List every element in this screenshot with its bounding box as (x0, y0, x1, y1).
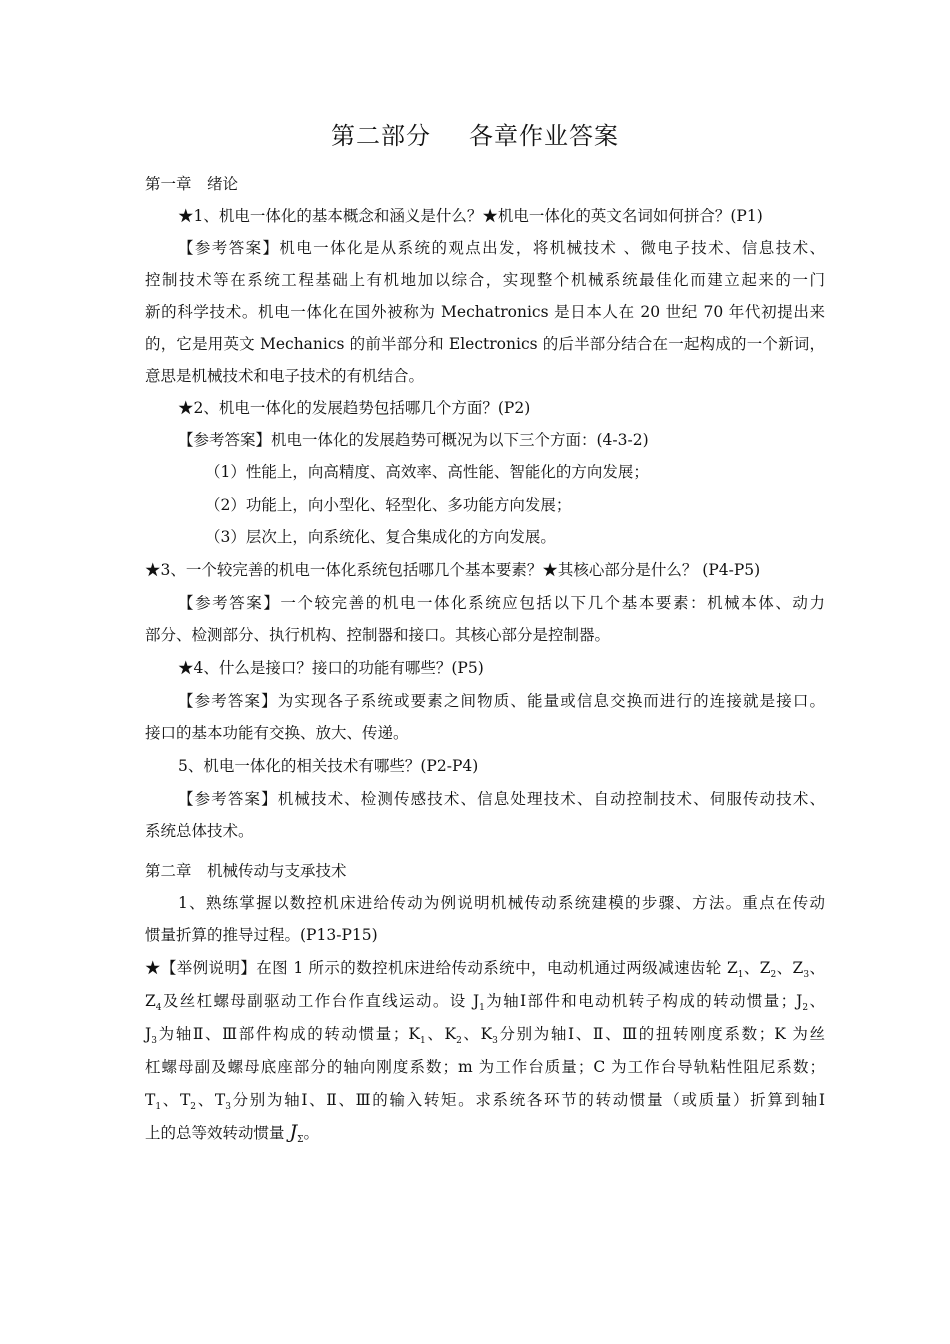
title-part: 第二部分 (331, 122, 431, 150)
answer-5-line-1: 【参考答案】机械技术、检测传感技术、信息处理技术、自动控制技术、伺服传动技术、 (178, 790, 825, 808)
question-3: ★3、一个较完善的机电一体化系统包括哪几个基本要素？★其核心部分是什么？ (P4-P5) (145, 561, 761, 579)
answer-4-line-1: 【参考答案】为实现各子系统或要素之间物质、能量或信息交换而进行的连接就是接口。 (178, 692, 825, 710)
page-title (0, 116, 950, 151)
chapter-2-question-1-line-1: 1、熟练掌握以数控机床进给传动为例说明机械传动系统建模的步骤、方法。重点在传动 (178, 894, 825, 912)
answer-3-line-1: 【参考答案】一个较完善的机电一体化系统应包括以下几个基本要素：机械本体、动力 (178, 594, 825, 612)
total-inertia-symbol: J (289, 1121, 298, 1143)
answer-3-line-2: 部分、检测部分、执行机构、控制器和接口。其核心部分是控制器。 (145, 626, 611, 644)
question-2: ★2、机电一体化的发展趋势包括哪几个方面？(P2) (178, 399, 531, 417)
example-line-4: 杠螺母副及螺母底座部分的轴向刚度系数；m 为工作台质量；C 为工作台导轨粘性阻尼系数； (145, 1058, 825, 1076)
answer-2-item-3: （3）层次上，向系统化、复合集成化的方向发展。 (205, 528, 556, 546)
answer-2: 【参考答案】机电一体化的发展趋势可概况为以下三个方面：(4-3-2) (178, 431, 649, 449)
example-line-5: $T_1$、$T_2$、$T_3$分别为轴Ⅰ、Ⅱ、Ⅲ的输入转矩。求系统各环节的转动惯量（或质量）折算到轴Ⅰ (145, 1091, 825, 1112)
example-line-2: $Z_4$及丝杠螺母副驱动工作台作直线运动。设 $J_1$为轴Ⅰ部件和电动机转子构成的转动惯量；$J_2$、 (145, 992, 825, 1013)
chapter-2-heading: 第二章 机械传动与支承技术 (145, 862, 347, 880)
question-4: ★4、什么是接口？接口的功能有哪些？(P5) (178, 659, 484, 677)
answer-2-item-2: （2）功能上，向小型化、轻型化、多功能方向发展； (205, 496, 572, 514)
answer-1-line-5: 意思是机械技术和电子技术的有机结合。 (145, 367, 425, 385)
answer-1-line-4: 的，它是用英文 Mechanics 的前半部分和 Electronics 的后半部分结合在一起构成的一个新词， (145, 335, 825, 353)
title-subject: 各章作业答案 (469, 122, 619, 150)
answer-5-line-2: 系统总体技术。 (145, 822, 254, 840)
example-line-6: 上的总等效转动惯量 $J_\Sigma$。 (145, 1121, 319, 1145)
answer-2-item-1: （1）性能上，向高精度、高效率、高性能、智能化的方向发展； (205, 463, 649, 481)
answer-1-line-3: 新的科学技术。机电一体化在国外被称为 Mechatronics 是日本人在 20 世纪 70 年代初提出来 (145, 303, 825, 321)
answer-4-line-2: 接口的基本功能有交换、放大、传递。 (145, 724, 409, 742)
question-5: 5、机电一体化的相关技术有哪些？(P2-P4) (178, 757, 479, 775)
chapter-1-heading: 第一章 绪论 (145, 175, 239, 193)
answer-1-line-1: 【参考答案】机电一体化是从系统的观点出发，将机械技术 、微电子技术、信息技术、 (178, 239, 825, 257)
example-line-3: $J_3$为轴Ⅱ、Ⅲ部件构成的转动惯量；$K_1$、$K_2$、$K_3$分别为轴Ⅰ、Ⅱ、Ⅲ的扭转刚度系数；K 为丝 (145, 1025, 825, 1046)
example-line-1: ★【举例说明】在图 1 所示的数控机床进给传动系统中，电动机通过两级减速齿轮 $Z_1$、$Z_2$、$Z_3$、 (145, 959, 825, 980)
question-1: ★1、机电一体化的基本概念和涵义是什么？★机电一体化的英文名词如何拼合？(P1) (178, 207, 763, 225)
chapter-2-question-1-line-2: 惯量折算的推导过程。(P13-P15) (145, 926, 378, 944)
answer-1-line-2: 控制技术等在系统工程基础上有机地加以综合，实现整个机械系统最佳化而建立起来的一门 (145, 271, 825, 289)
